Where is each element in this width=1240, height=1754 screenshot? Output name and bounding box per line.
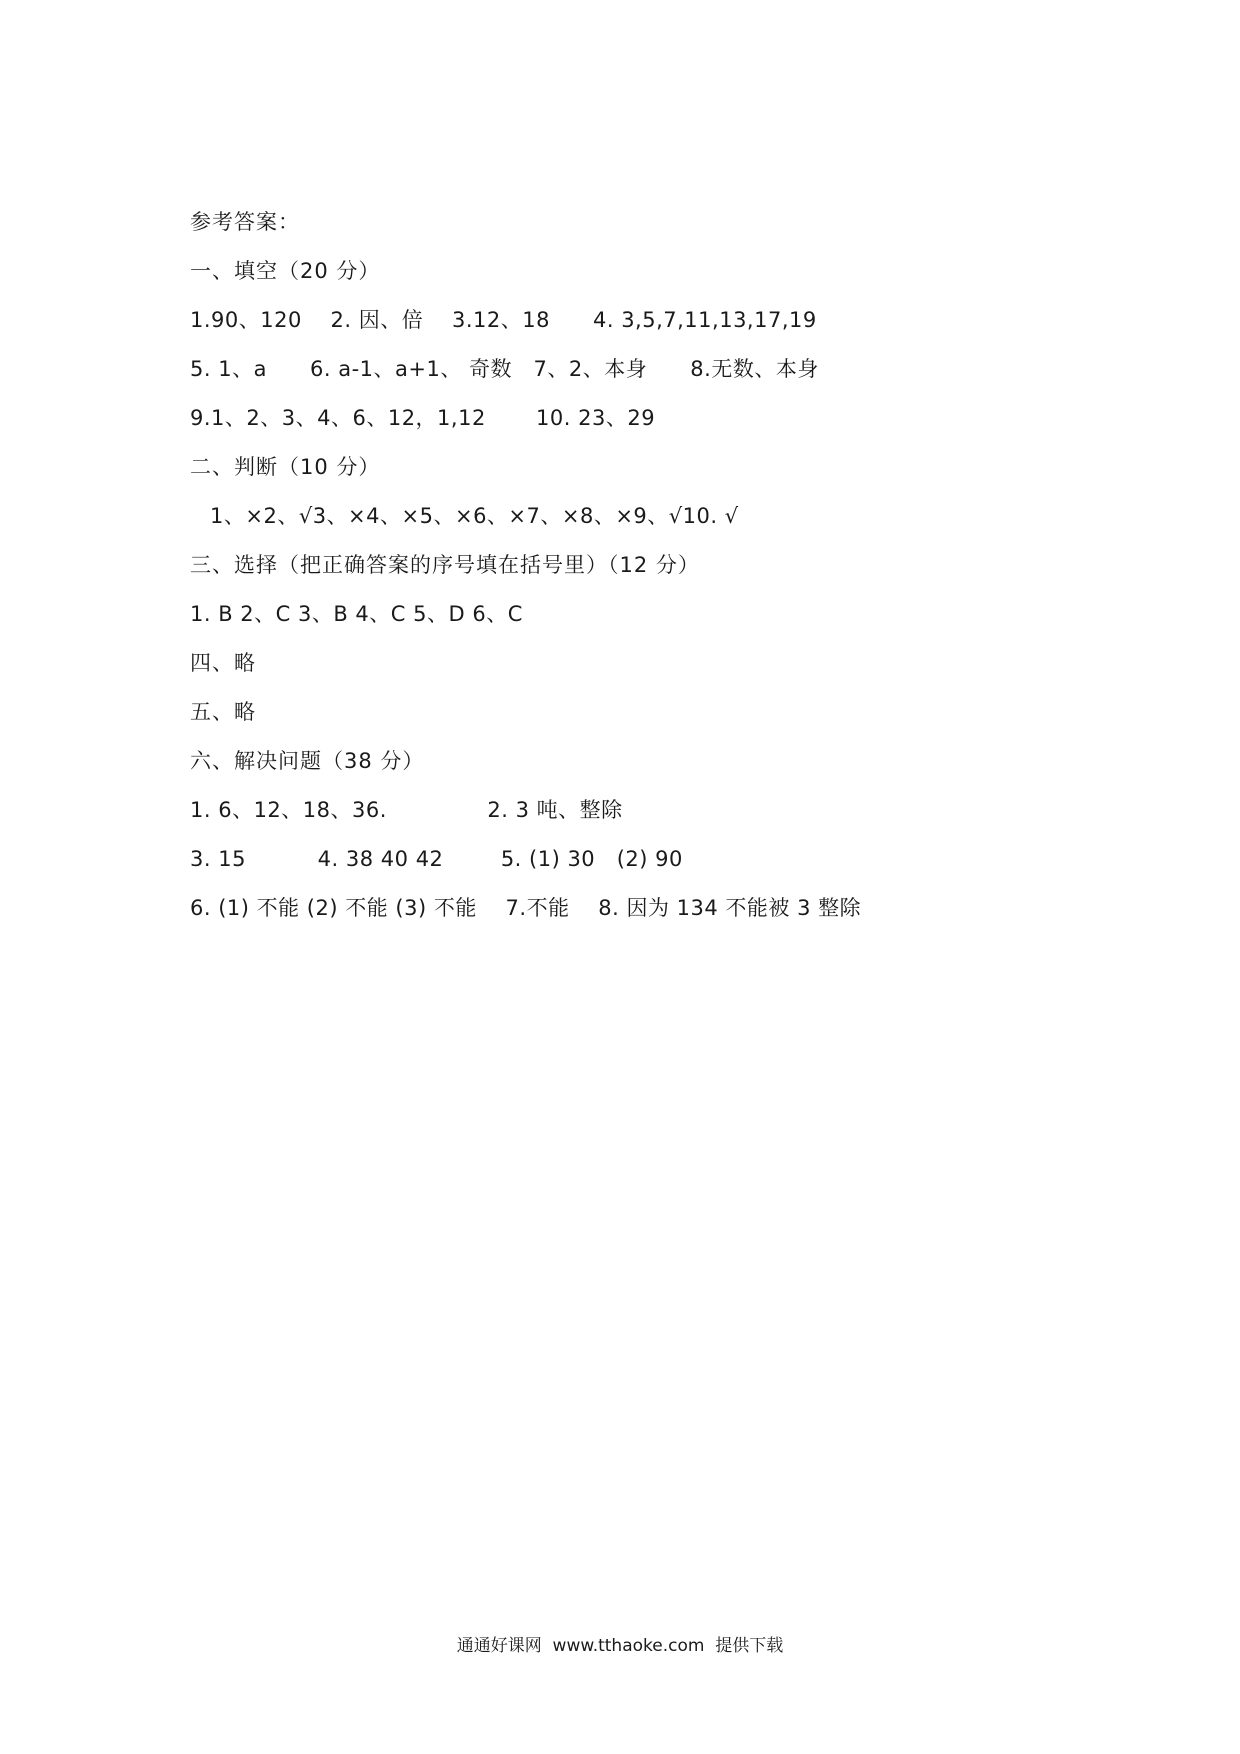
answer-line: 1. 6、12、18、36. 2. 3 吨、整除 [190, 798, 623, 822]
answer-line: 9.1、2、3、4、6、12，1,12 10. 23、29 [190, 406, 656, 430]
section-heading: 四、略 [190, 651, 256, 675]
answer-line: 3. 15 4. 38 40 42 5. (1) 30 (2) 90 [190, 847, 683, 871]
answer-line: 6. (1) 不能 (2) 不能 (3) 不能 7.不能 8. 因为 134 不能被 3 整除 [190, 896, 862, 920]
answer-line: 1.90、120 2. 因、倍 3.12、18 4. 3,5,7,11,13,17,19 [190, 308, 817, 332]
answer-line: 5. 1、a 6. a-1、a+1、 奇数 7、2、本身 8.无数、本身 [190, 357, 819, 381]
section-heading: 五、略 [190, 700, 256, 724]
answer-line: 1、×2、√3、×4、×5、×6、×7、×8、×9、√10. √ [210, 504, 739, 528]
section-heading: 二、判断（10 分） [190, 455, 381, 479]
answer-line: 1. B 2、C 3、B 4、C 5、D 6、C [190, 602, 523, 626]
section-heading: 三、选择（把正确答案的序号填在括号里）（12 分） [190, 553, 700, 577]
answer-key [190, 208, 1090, 943]
section-heading: 一、填空（20 分） [190, 259, 381, 283]
answer-key-title: 参考答案： [190, 210, 300, 234]
section-heading: 六、解决问题（38 分） [190, 749, 425, 773]
footer-credit: 通通好课网 www.tthaoke.com 提供下载 [456, 1636, 784, 1656]
answer-lines [190, 257, 1090, 922]
